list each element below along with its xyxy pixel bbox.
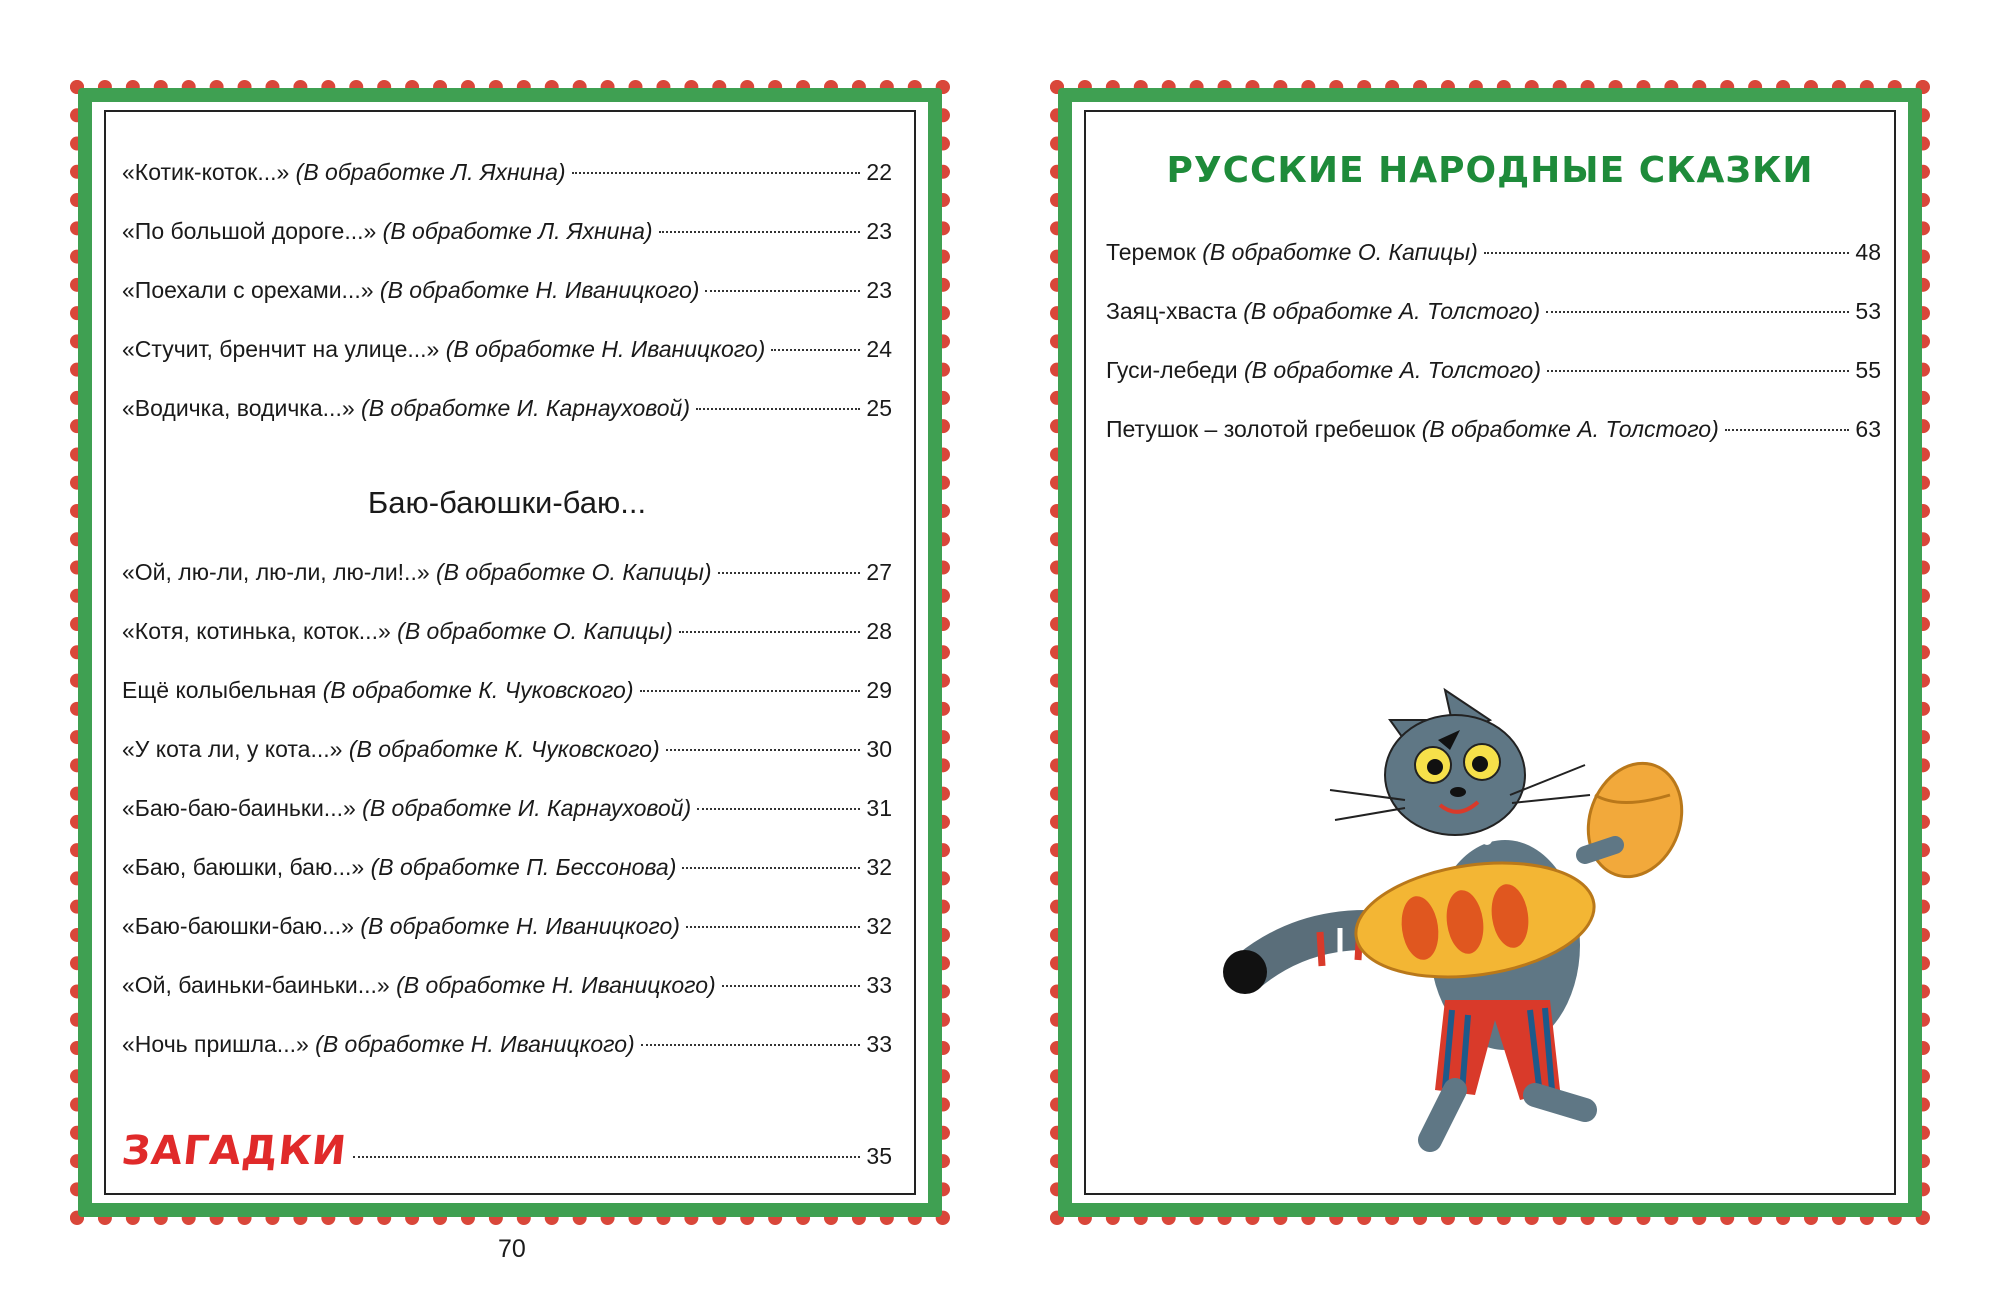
entry-page: 27 bbox=[866, 559, 892, 585]
dot-leader bbox=[696, 408, 860, 410]
left-page bbox=[70, 80, 950, 1225]
entry-credit: (В обработке И. Карнауховой) bbox=[362, 795, 692, 821]
entry-title: «Стучит, бренчит на улице...» bbox=[122, 336, 440, 362]
toc-entry[interactable] bbox=[122, 1031, 892, 1058]
entry-page: 28 bbox=[866, 618, 892, 644]
entry-title: «Ночь пришла...» bbox=[122, 1031, 309, 1057]
toc-entry[interactable] bbox=[122, 795, 892, 822]
dot-leader bbox=[353, 1156, 861, 1158]
entry-credit: (В обработке А. Толстого) bbox=[1243, 298, 1541, 324]
entry-credit: (В обработке Л. Яхнина) bbox=[382, 218, 653, 244]
entry-page: 63 bbox=[1855, 416, 1881, 442]
dot-leader bbox=[572, 172, 861, 174]
cat-with-bread-icon bbox=[1190, 670, 1750, 1190]
toc-entry[interactable] bbox=[122, 395, 892, 422]
toc-entry[interactable] bbox=[122, 559, 892, 586]
dot-leader bbox=[659, 231, 861, 233]
dot-leader bbox=[679, 631, 861, 633]
entry-page: 22 bbox=[866, 159, 892, 185]
toc-entry[interactable] bbox=[122, 218, 892, 245]
entry-title: «По большой дороге...» bbox=[122, 218, 377, 244]
riddles-entry[interactable] bbox=[119, 1128, 892, 1174]
entry-credit: (В обработке И. Карнауховой) bbox=[361, 395, 690, 421]
entry-title: «Котя, котинька, коток...» bbox=[122, 618, 391, 644]
dot-leader bbox=[718, 572, 861, 574]
entry-page: 33 bbox=[866, 1031, 892, 1057]
dot-leader bbox=[641, 1044, 861, 1046]
entry-credit: (В обработке К. Чуковского) bbox=[322, 677, 634, 703]
entry-page: 24 bbox=[866, 336, 892, 362]
entry-title: Заяц-хваста bbox=[1106, 298, 1237, 324]
entry-credit: (В обработке К. Чуковского) bbox=[348, 736, 660, 762]
dot-leader bbox=[686, 926, 861, 928]
toc-entry[interactable] bbox=[122, 159, 892, 186]
entry-credit: (В обработке Н. Иваницкого) bbox=[445, 336, 766, 362]
entry-title: «Ой, баиньки-баиньки...» bbox=[122, 972, 390, 998]
toc-entry[interactable] bbox=[122, 618, 892, 645]
dot-leader bbox=[1484, 252, 1850, 254]
entry-credit: (В обработке П. Бессонова) bbox=[370, 854, 677, 880]
toc-entry[interactable] bbox=[122, 736, 892, 763]
dot-leader bbox=[697, 808, 860, 810]
entry-title: Ещё колыбельная bbox=[122, 677, 317, 703]
entry-credit: (В обработке О. Капицы) bbox=[397, 618, 673, 644]
dot-leader bbox=[666, 749, 861, 751]
entry-credit: (В обработке Н. Иваницкого) bbox=[396, 972, 716, 998]
dot-leader bbox=[705, 290, 860, 292]
entry-title: «Водичка, водичка...» bbox=[122, 395, 355, 421]
entry-page: 31 bbox=[866, 795, 892, 821]
dot-leader bbox=[640, 690, 861, 692]
entry-page: 32 bbox=[866, 913, 892, 939]
toc-entry[interactable] bbox=[1106, 239, 1881, 266]
entry-title: Петушок – золотой гребешок bbox=[1106, 416, 1416, 442]
toc-entry[interactable] bbox=[122, 277, 892, 304]
toc-entry[interactable] bbox=[122, 854, 892, 881]
section-title: Баю-баюшки-баю... bbox=[367, 485, 647, 520]
entry-title: «Ой, лю-ли, лю-ли, лю-ли!..» bbox=[122, 559, 430, 585]
entry-page: 53 bbox=[1855, 298, 1881, 324]
entry-page: 23 bbox=[866, 218, 892, 244]
toc-entry[interactable] bbox=[122, 677, 892, 704]
toc-entry[interactable] bbox=[122, 336, 892, 363]
entry-credit: (В обработке А. Толстого) bbox=[1421, 416, 1719, 442]
entry-page: 25 bbox=[866, 395, 892, 421]
entry-title: «Баю-баюшки-баю...» bbox=[122, 913, 354, 939]
section-title: РУССКИЕ НАРОДНЫЕ СКАЗКИ bbox=[1166, 150, 1814, 191]
entry-page: 55 bbox=[1855, 357, 1881, 383]
page-number: 70 bbox=[498, 1235, 526, 1263]
toc-entry[interactable] bbox=[122, 972, 892, 999]
entry-credit: (В обработке Л. Яхнина) bbox=[295, 159, 566, 185]
entry-credit: (В обработке Н. Иваницкого) bbox=[315, 1031, 635, 1057]
entry-page: 30 bbox=[866, 736, 892, 762]
entry-page: 35 bbox=[866, 1143, 892, 1169]
dot-leader bbox=[771, 349, 860, 351]
entry-credit: (В обработке Н. Иваницкого) bbox=[360, 913, 680, 939]
entry-title: «Баю, баюшки, баю...» bbox=[122, 854, 365, 880]
entry-title: «У кота ли, у кота...» bbox=[122, 736, 343, 762]
entry-page: 48 bbox=[1855, 239, 1881, 265]
toc-entry[interactable] bbox=[1106, 357, 1881, 384]
entry-page: 29 bbox=[866, 677, 892, 703]
entry-page: 32 bbox=[866, 854, 892, 880]
entry-page: 23 bbox=[866, 277, 892, 303]
entry-title: Гуси-лебеди bbox=[1106, 357, 1238, 383]
right-page bbox=[1050, 80, 1930, 1225]
entry-credit: (В обработке Н. Иваницкого) bbox=[379, 277, 700, 303]
dot-leader bbox=[1546, 311, 1849, 313]
entry-page: 33 bbox=[866, 972, 892, 998]
toc-entry[interactable] bbox=[1106, 416, 1881, 443]
toc-entry[interactable] bbox=[122, 913, 892, 940]
riddles-title: ЗАГАДКИ bbox=[119, 1128, 350, 1174]
dot-leader bbox=[1725, 429, 1850, 431]
entry-title: «Котик-коток...» bbox=[122, 159, 290, 185]
entry-credit: (В обработке О. Капицы) bbox=[436, 559, 712, 585]
entry-title: «Поехали с орехами...» bbox=[122, 277, 374, 303]
entry-credit: (В обработке О. Капицы) bbox=[1202, 239, 1478, 265]
entry-credit: (В обработке А. Толстого) bbox=[1243, 357, 1542, 383]
dot-leader bbox=[682, 867, 860, 869]
toc-entry[interactable] bbox=[1106, 298, 1881, 325]
dot-leader bbox=[722, 985, 861, 987]
dot-leader bbox=[1547, 370, 1849, 372]
entry-title: «Баю-баю-баиньки...» bbox=[122, 795, 356, 821]
entry-title: Теремок bbox=[1106, 239, 1196, 265]
